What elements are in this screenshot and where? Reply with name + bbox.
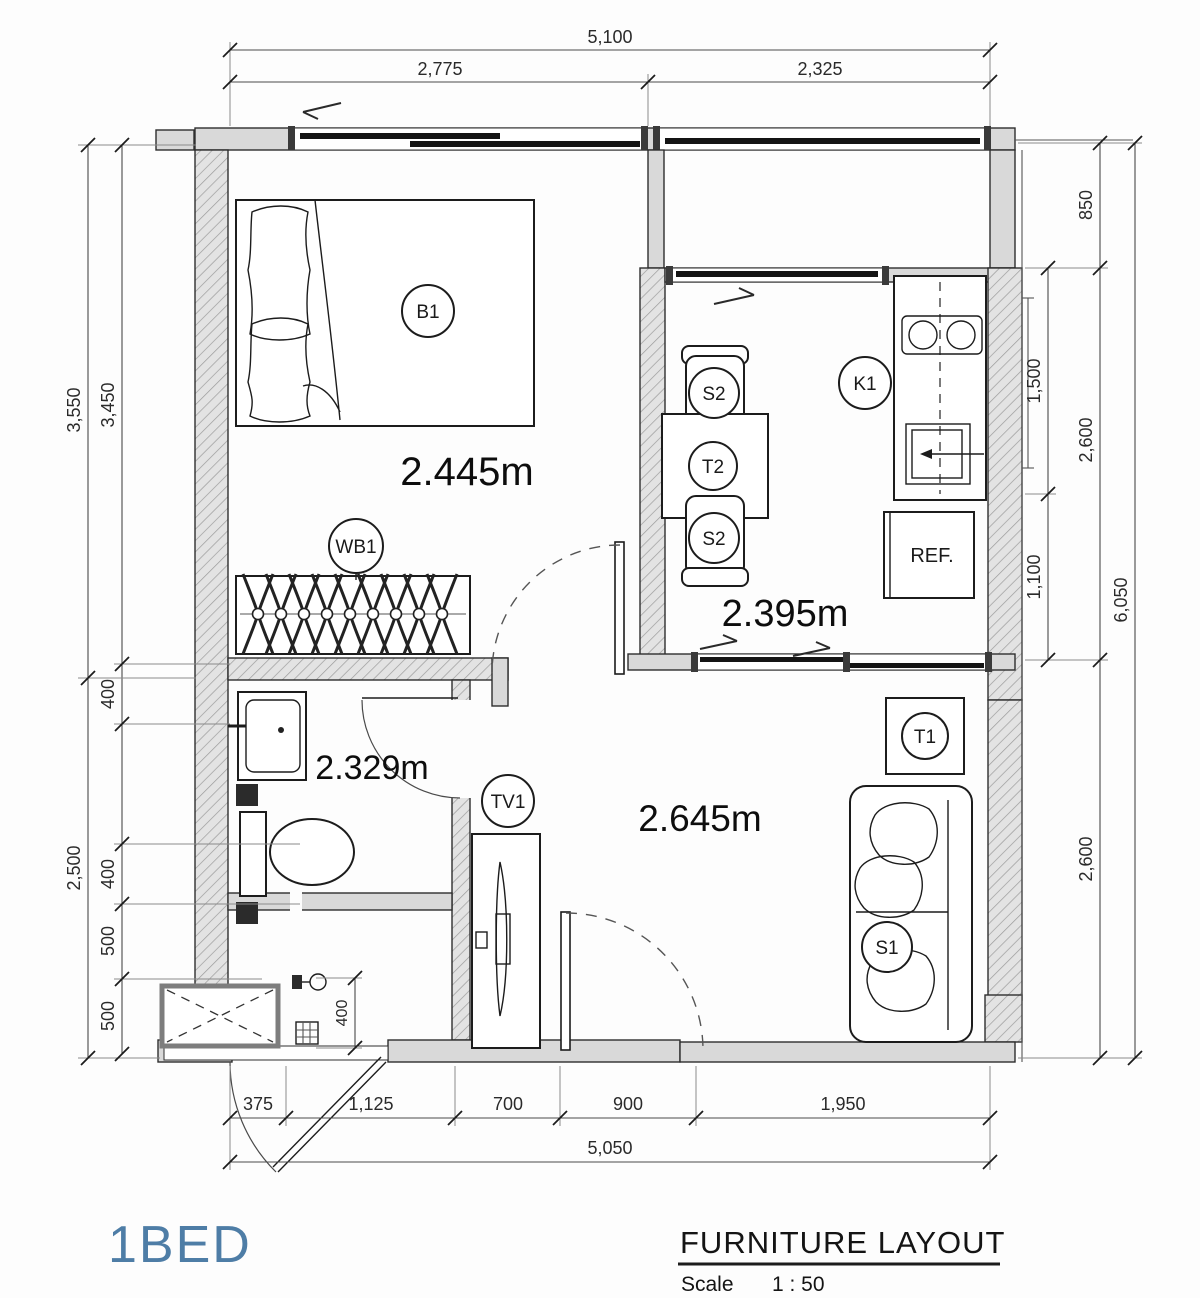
living-door-swing <box>566 913 703 1050</box>
living-width-label: 2.645m <box>638 798 762 839</box>
dim-bottom-seg: 1,950 <box>820 1094 866 1114</box>
dim-bottom-total: 5,050 <box>587 1138 633 1158</box>
dim-left-inner: 400 <box>98 678 118 710</box>
dim-right-1500: 1,500 <box>1024 358 1044 404</box>
swing-arrow <box>303 103 341 119</box>
dim-top-total: 5,100 <box>587 27 633 47</box>
title-block <box>108 1216 1005 1296</box>
washbasin <box>238 692 306 780</box>
bedroom-width-label: 2.445m <box>400 450 534 494</box>
entry-door-leaf <box>278 1062 386 1172</box>
dim-left-outer-top: 3,550 <box>64 387 84 433</box>
sofa-tag-label: S1 <box>875 938 899 959</box>
chair-tag-label: S2 <box>702 529 726 550</box>
dim-top-right: 2,325 <box>797 59 843 79</box>
fridge-label: REF. <box>910 545 954 567</box>
basin-drain <box>278 727 284 733</box>
dim-left-outer-bottom: 2,500 <box>64 845 84 891</box>
toilet-bowl <box>270 819 354 885</box>
unit-title: 1BED <box>108 1216 252 1274</box>
dim-right-1100: 1,100 <box>1024 554 1044 600</box>
dim-left-inner: 400 <box>98 858 118 890</box>
table-tag-label: T2 <box>701 457 725 478</box>
dim-bottom-seg: 1,125 <box>348 1094 394 1114</box>
bathroom-width-label: 2.329m <box>315 749 429 787</box>
dim-left-inner: 3,450 <box>98 382 118 428</box>
scale-label: Scale <box>681 1273 734 1296</box>
dim-entry-400: 400 <box>334 999 351 1027</box>
kitchen-tag-label: K1 <box>853 374 877 395</box>
bed <box>236 200 534 426</box>
bed-tag-label: B1 <box>416 302 440 323</box>
bath-accessory <box>236 784 258 806</box>
dining-chair-back <box>682 568 748 586</box>
sofa <box>850 786 972 1042</box>
toilet-tank <box>240 812 266 896</box>
dim-left-inner: 500 <box>98 1000 118 1032</box>
dim-left-inner: 500 <box>98 925 118 957</box>
dim-bottom-seg: 700 <box>492 1094 524 1114</box>
swing-arrow <box>714 288 754 304</box>
dim-bottom-seg: 900 <box>612 1094 644 1114</box>
living-door-leaf <box>561 912 570 1050</box>
kitchen-width-label: 2.395m <box>721 593 849 635</box>
dim-bottom-seg: 375 <box>242 1094 274 1114</box>
ac-ledge <box>162 986 278 1046</box>
scale-value: 1 : 50 <box>772 1273 825 1296</box>
slide-arrow <box>700 635 737 649</box>
tv-tag-label: TV1 <box>490 792 526 813</box>
bath-accessory <box>236 902 258 924</box>
side-table-tag-label: T1 <box>913 727 937 748</box>
dim-right-2600-bottom: 2,600 <box>1076 836 1096 882</box>
water-valve <box>310 974 326 990</box>
bedroom-door-leaf <box>615 542 624 674</box>
wardrobe-tag-label: WB1 <box>335 537 377 558</box>
tv-cabinet <box>472 834 540 1048</box>
dim-right-total: 6,050 <box>1111 577 1131 623</box>
dim-right-2600-top: 2,600 <box>1076 417 1096 463</box>
chair-tag-label: S2 <box>702 384 726 405</box>
dim-right-850: 850 <box>1076 189 1096 221</box>
drawing-title: FURNITURE LAYOUT <box>680 1225 1006 1260</box>
bedroom-door-swing <box>492 545 620 673</box>
dim-top-left: 2,775 <box>417 59 463 79</box>
floor-drain <box>296 1022 318 1044</box>
